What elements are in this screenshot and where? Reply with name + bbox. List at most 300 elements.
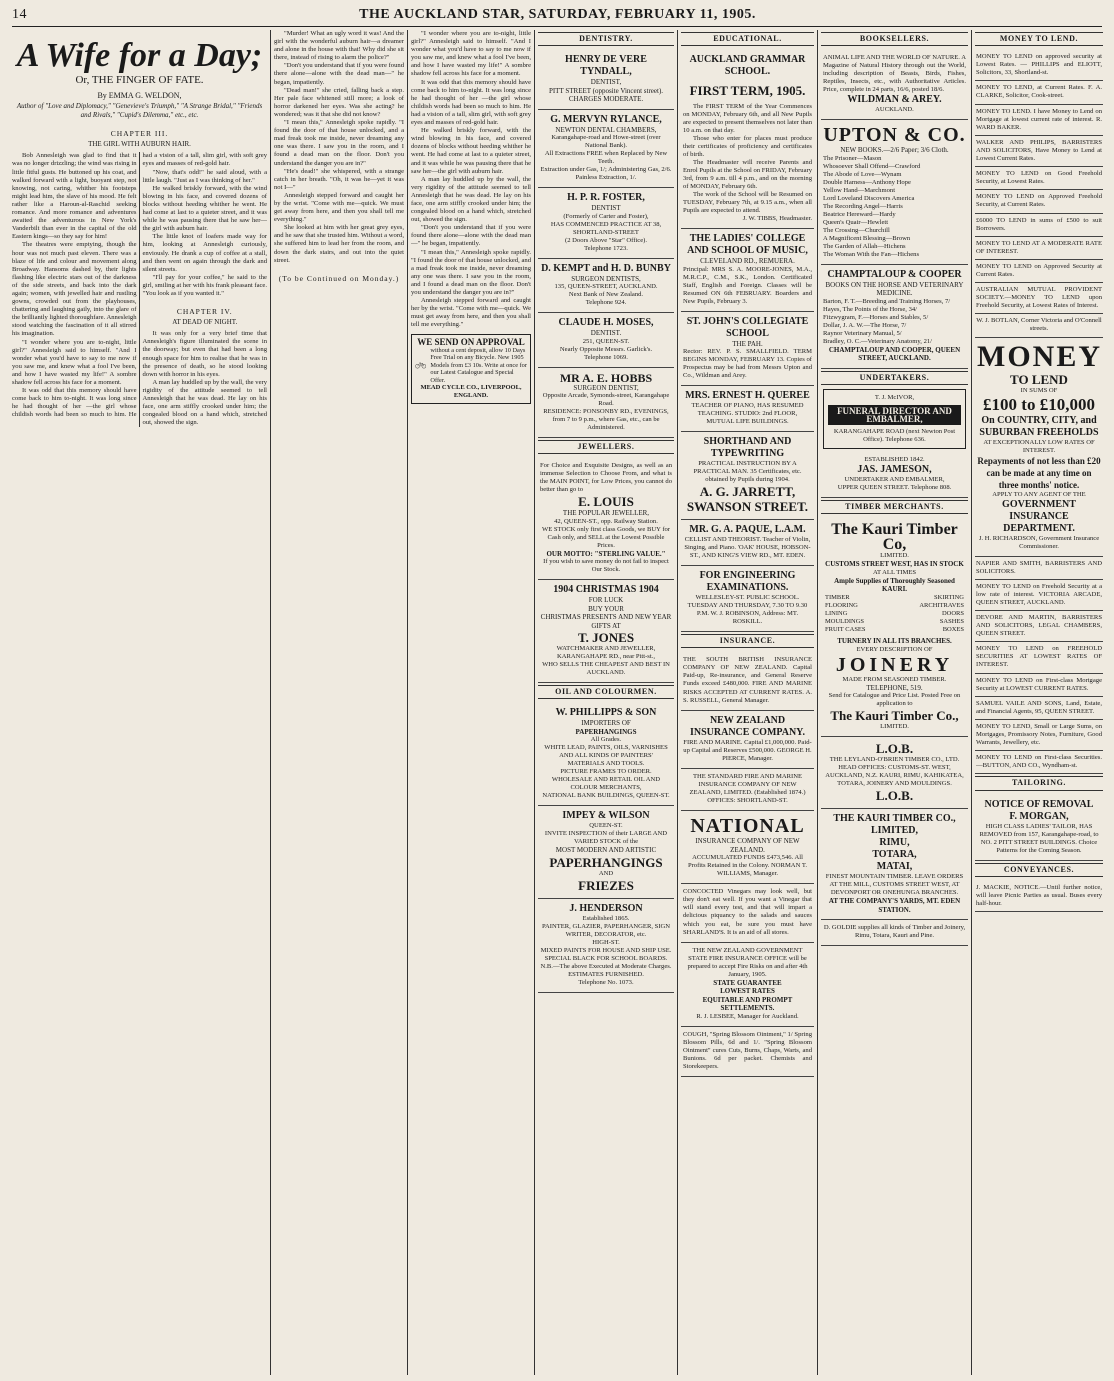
christmas-detail: WATCHMAKER AND JEWELLER,: [556, 645, 656, 653]
st-johns-ad: [681, 312, 814, 387]
christmas-line: FOR LUCK: [588, 596, 624, 605]
ladies-college-sub: CLEVELAND RD., REMUERA.: [700, 257, 795, 266]
money-big-sub: TO LEND: [1010, 371, 1068, 387]
story-column: [12, 30, 267, 1375]
christmas-line: BUY YOUR: [588, 604, 624, 613]
story-paragraph: "Now, that's odd!" he said aloud, with a little laugh. "Just as I was thinking of her.": [142, 168, 267, 184]
bicycle-ad-text: without a cent deposit, allow 10 Days Free Trial on any Bicycle. New 1905 Models from £3 10s. Write at once for our Latest Catalogue and Special Offer.: [430, 346, 527, 384]
educational-heading: EDUCATIONAL.: [681, 32, 814, 46]
dentistry-heading: DENTISTRY.: [538, 32, 674, 46]
upton-ad: [821, 120, 968, 265]
kauri-sub: LIMITED.: [880, 552, 909, 560]
story-paragraph: "Don't you understand that if you were found there alone—alone with the dead man—" he began, impatiently.: [411, 224, 531, 248]
money-amount: £100 to £10,000: [983, 394, 1095, 414]
queree-text: TEACHER OF PIANO, HAS RESUMED TEACHING. STUDIO: 2nd FLOOR, MUTUAL LIFE BUILDINGS.: [691, 402, 804, 426]
booksellers-heading: BOOKSELLERS.: [821, 32, 968, 46]
kauri-name: The Kauri Timber Co,: [831, 521, 958, 554]
impey-ad: [538, 806, 674, 899]
nz-insurance-ad: [681, 711, 814, 769]
story-subtitle: Or, THE FINGER OF FATE.: [75, 74, 204, 86]
money-heading: MONEY TO LEND.: [975, 32, 1103, 46]
dentist-name: MR A. E. HOBBS: [559, 370, 653, 385]
dentist-ad: [538, 368, 674, 439]
story-paragraph: "I'll pay for your coffee," he said to the girl, smiling at her with his frank pleasant face. "You look as if you wanted it.": [142, 273, 267, 297]
table-cell: MOULDINGS: [825, 618, 864, 626]
masthead: [12, 4, 1102, 27]
money-apply: APPLY TO ANY AGENT OF THE: [992, 490, 1086, 498]
loan-ad: MONEY TO LEND. I have Money to Lend on Mortgage at lowest current rate of interest. R. WARD BAKER.: [975, 105, 1103, 136]
dentist-name: CLAUDE H. MOSES,: [558, 317, 654, 329]
dentist-line: Nearly Opposite Messrs. Garlick's.: [559, 345, 653, 353]
kauri-sub-2: LIMITED.: [880, 723, 909, 731]
engineering-title: FOR ENGINEERING EXAMINATIONS.: [699, 570, 796, 594]
bicycle-ad: [411, 334, 531, 404]
story-paragraph: "Dead man!" she cried, falling back a step. Her pale face whitened still more; a look of horror darkened her eyes. Was she acting? he wondered; was it that she did not know?: [274, 86, 404, 118]
story-paragraph: A man lay huddled up by the wall, the very rigidity of the attitude seemed to tell Annesleigh that he was dead. He lay on his face, one arm stiffly crooked under him; the congealed blood on a hand which, stretched out, showed the sign.: [142, 378, 267, 427]
queree-ad: [681, 386, 814, 432]
book-item: Hayes, The Points of the Horse, 34/: [823, 305, 918, 313]
jameson-line: UNDERTAKER AND EMBALMER,: [844, 476, 945, 484]
national-sub: INSURANCE COMPANY OF NEW ZEALAND.: [695, 837, 800, 854]
loan-ad: MONEY TO LEND on approved security at Lowest Rates. — PHILLIPS and ELIOTT, Solicitors, 33, Shortland-st.: [975, 50, 1103, 81]
wildman-place: AUCKLAND.: [875, 106, 914, 114]
nz-insurance-text: FIRE AND MARINE. Capital £1,000,000. Paid-up Capital and Reserves £500,000. GEORGE H. PIERCE, Manager.: [683, 738, 812, 762]
dentist-ad: [538, 188, 674, 259]
loan-ad: NAPIER AND SMITH, BARRISTERS AND SOLICITORS.: [975, 557, 1103, 580]
henderson-line: Telephone No. 1073.: [578, 978, 634, 986]
story-paragraph: It was only for a very brief time that Annesleigh's figure illuminated the scene in the doorway; but even that had been a long enough space for him to realise that he was in the presence of death, so he stood looking down with horror in his eyes.: [142, 330, 267, 378]
govt-fire-line: EQUITABLE AND PROMPT SETTLEMENTS.: [702, 995, 793, 1013]
bicycle-ad-firm: MEAD CYCLE CO., LIVERPOOL, ENGLAND.: [420, 384, 522, 400]
mcivor-line: FUNERAL DIRECTOR AND EMBALMER,: [828, 405, 961, 425]
dentist-line: All Extractions FREE when Replaced by New Teeth.: [544, 150, 668, 166]
national-text: ACCUMULATED FUNDS £473,546. All Profits Retained in the Colony. NORMAN T. WILLIAMS, Manager.: [687, 854, 808, 878]
st-johns-text: Rector: REV. P. S. SMALLFIELD. TERM BEGINS MONDAY, FEBRUARY 13. Copies of Prospectus may be had from Messrs Upton and Co., Wildman and Arey.: [683, 348, 812, 380]
undertakers-heading: UNDERTAKERS.: [821, 371, 968, 385]
jeweller-line: WE STOCK only first class Goods, we BUY for Cash only, and SELL at the Lowest Possible Prices.: [541, 525, 671, 549]
bolton-ad: W. J. BOTLAN, Corner Victoria and O'Connell streets.: [975, 314, 1103, 337]
story-paragraph: "I wonder where you are to-night, little girl?" Annesleigh said to himself. "And I wonder what you'd have to say to me now if you saw me, and knew what a fool I've been, and how I have wasted my life!" A sombre shadow fell across his face for a moment.: [411, 30, 531, 78]
dentist-line: Extraction under Gas, 1/; Administering Gas, 2/6.: [540, 166, 672, 174]
dentist-ad: [538, 110, 674, 189]
story-paragraph: "Don't you understand that if you were found there alone—alone with the dead man—" he began, impatiently.: [274, 62, 404, 86]
dentist-line: SURGEON DENTISTS,: [571, 274, 641, 283]
joinery-post: MADE FROM SEASONED TIMBER.: [842, 675, 947, 683]
lob-title: L.O.B.: [875, 741, 914, 757]
oils-heading: OIL AND COLOURMEN.: [538, 685, 674, 699]
dentist-line: Telephone 924.: [585, 299, 627, 307]
dentist-line: DENTIST,: [590, 78, 622, 87]
book-item: Lord Loveland Discovers America: [823, 194, 915, 202]
henderson-ad: [538, 899, 674, 993]
oils-line: All Grades.: [590, 736, 622, 744]
jeweller-ad: [538, 458, 674, 580]
kauri-rimu-text: FINEST MOUNTAIN TIMBER. LEAVE ORDERS AT THE MILL, CUSTOMS STREET WEST, AT DEVONPORT OR ONEHUNGA BRANCHES.: [825, 873, 964, 897]
jewellers-heading: JEWELLERS.: [538, 440, 674, 454]
story-paragraph: Bob Annesleigh was glad to find that it was no longer drizzling; the wind was rising in little fitful gusts. He buttoned up his coat, and walked forward with a light, buoyant step, not knowing, not caring, whither his footsteps might lead him, the slave of his mood. He felt rather like a Haroun-al-Raschid seeking romance. And more romance and adventures awaited the adventurous in New York's Vanderbilt than ever in the capital of the old Eastern kings—so they say for him!: [12, 152, 137, 241]
henderson-name: J. HENDERSON: [569, 902, 643, 914]
loan-ad: MONEY TO LEND on First-class Securities.—BUTTON, AND CO., Wyndham-st.: [975, 751, 1103, 774]
book-item: The Recording Angel—Harris: [823, 202, 903, 210]
dentist-line: CHARGES MODERATE.: [568, 95, 644, 104]
henderson-line: MIXED PAINTS FOR HOUSE AND SHIP USE.: [540, 946, 672, 954]
oils-name: W. PHILLIPPS & SON: [555, 707, 657, 719]
dentist-name: H. P. R. FOSTER,: [567, 192, 645, 204]
joinery-pre: EVERY DESCRIPTION OF: [856, 645, 933, 653]
table-cell: FRUIT CASES: [825, 626, 866, 634]
ladies-college-text: Principal: MRS S. A. MOORE-JONES, M.A., M.R.C.P., C.M., S.K., London. Certificated Staff, English and Foreign. Classes will be Resumed ON 6th FEBRUARY. Boarders and New Pupils, February 3.: [683, 265, 812, 305]
story-column-continued: [274, 30, 404, 1375]
christmas-years: 1904 CHRISTMAS 1904: [553, 584, 659, 596]
morgan-ad: [975, 795, 1103, 861]
timber-type: TOTARA,: [872, 849, 917, 861]
story-paragraph: He walked briskly forward, with the wind blowing in his face, and covered dozens of blocks without heeding whither he went. He had come at last to a quieter street, and it was while he was pausing there that he saw her—the girl with auburn hair.: [411, 127, 531, 175]
story-paragraph: Annesleigh stepped forward and caught her by the wrist. "Come with me—quick. We must get away from here, and then you shall tell me everything.": [274, 191, 404, 224]
story-paragraph: The little knot of loafers made way for him, looking at Annesleigh curiously, enviously. He drank a cup of coffee at a stall, and then went on again through the dark and silent streets.: [142, 233, 267, 273]
paque-ad: [681, 520, 814, 566]
henderson-line: SPECIAL BLACK FOR SCHOOL BOARDS.: [544, 954, 668, 962]
money-commissioner: J. H. RICHARDSON, Government Insurance Commissioner.: [978, 534, 1100, 550]
dentist-line: SURGEON DENTIST,: [573, 383, 639, 392]
jarrett-name: A. G. JARRETT, SWANSON STREET.: [686, 484, 809, 515]
dentist-name: D. KEMPT and H. D. BUNBY: [541, 262, 671, 274]
animal-life-text: ANIMAL LIFE AND THE WORLD OF NATURE. A Magazine of Natural History through out the World, including description of Beasts, Birds, Fishes, Reptiles, Insects, etc., with Authoritative Articles. Price, complete in 24 parts, 16/6, posted 18/6.: [823, 54, 966, 94]
table-cell: SKIRTING: [934, 593, 964, 601]
timber-type: MATAI,: [876, 861, 913, 873]
story-paragraph: "I mean this," Annesleigh spoke rapidly. "I found the door of that house unlocked, and a mad freak took me inside, never dreaming any one was there. I saw you in the room, and I found a dead man on the floor. Don't you understand the danger you are in?": [411, 248, 531, 296]
dentistry-column: [538, 30, 674, 1375]
kauri-telephone: TELEPHONE, 519.: [866, 683, 923, 692]
jeweller-name: E. LOUIS: [578, 494, 634, 510]
educational-column: [681, 30, 814, 1375]
jeweller-intro: For Choice and Exquisite Designs, as well as an immense Selection to Choose From, and what is the MAIN POINT, for Low Prices, you cannot do better than go to: [540, 462, 672, 494]
dentist-line: Painless Extraction, 1/.: [575, 174, 637, 182]
book-item: The Abode of Love—Wynam: [823, 170, 902, 178]
kauri-stock-table: [823, 594, 966, 634]
mcivor-name: T. J. McIVOR,: [874, 393, 915, 401]
bicycle-icon: [415, 350, 426, 380]
table-cell: ARCHITRAVES: [919, 601, 964, 609]
dentist-line: Karangahape-road and Howe-street (over National Bank).: [551, 134, 661, 150]
chapter-subheading: THE GIRL WITH AUBURN HAIR.: [88, 140, 191, 149]
ladies-college-title: THE LADIES' COLLEGE AND SCHOOL OF MUSIC,: [687, 233, 808, 257]
loan-ad: MONEY TO LEND, at Current Rates. F. A. CLARKE, Solicitor, Cook-street.: [975, 81, 1103, 104]
table-row: [823, 602, 966, 610]
money-sums: IN SUMS OF: [1020, 386, 1058, 394]
upton-name: UPTON & CO.: [823, 124, 966, 147]
story-column-end: [411, 30, 531, 1375]
book-item: The Crossing—Churchill: [823, 226, 890, 234]
money-where: On COUNTRY, CITY, and SUBURBAN FREEHOLDS: [979, 414, 1099, 438]
grammar-school-ad: [681, 50, 814, 229]
impey-address: QUEEN-ST.: [589, 822, 623, 830]
kauri-rimu-yards: AT THE COMPANY'S YARDS, MT. EDEN STATION.: [828, 897, 961, 914]
jameson-ad: [821, 452, 968, 498]
ladies-college-ad: [681, 229, 814, 312]
grammar-school-sign: J. W. TIBBS, Headmaster.: [742, 215, 812, 223]
chapter-heading: CHAPTER III.: [110, 129, 169, 139]
grammar-school-text: The Headmaster will receive Parents and Enrol Pupils at the School on FRIDAY, February 3rd, from 9 a.m. till 4 p.m., and on the morning of MONDAY, February 6th.: [683, 159, 812, 191]
story-paragraph: Annesleigh stepped forward and caught her by the wrist. "Come with me—quick. We must get away from here, and then you shall tell me everything.": [411, 297, 531, 329]
kauri-name-2: The Kauri Timber Co.,: [830, 708, 959, 724]
mcivor-ad: [823, 389, 966, 449]
story-paragraph: "Murder! What an ugly word it was! And the girl with the wonderful auburn hair—a dreamer and alone in the house with that! Why did she sit there, instead of rising to alarm the police?": [274, 30, 404, 62]
upton-intro: NEW BOOKS.—2/6 Paper; 3/6 Cloth.: [840, 146, 949, 155]
book-item: The Woman With the Fan—Hichens: [823, 250, 920, 258]
grammar-school-text: The FIRST TERM of the Year Commences on MONDAY, February 6th, and all New Pupils are expected to present themselves not later than 10 a.m. on that day.: [683, 103, 812, 135]
govt-fire-line: LOWEST RATES: [720, 987, 775, 996]
story-author: By EMMA G. WELDON,: [97, 91, 182, 101]
book-item: Double Harness—Anthony Hope: [823, 178, 911, 186]
kauri-line: Ample Supplies of Thoroughly Seasoned KAURI.: [834, 576, 955, 594]
dentist-line: HAS COMMENCED PRACTICE AT 38, SHORTLAND-STREET: [550, 220, 662, 236]
dentist-line: Telephone 1723.: [584, 244, 628, 252]
paque-title: MR. G. A. PAQUE, L.A.M.: [689, 524, 806, 536]
govt-fire-manager: R. J. LESBEE, Manager for Auckland.: [696, 1012, 799, 1020]
loan-ad: DEVORE AND MARTIN, BARRISTERS AND SOLICITORS, LEGAL CHAMBERS, QUEEN STREET.: [975, 611, 1103, 642]
henderson-line: Established 1865.: [582, 914, 630, 922]
book-item: Beatrice Hereward—Hardy: [823, 210, 896, 218]
lob-text: THE LEYLAND-O'BRIEN TIMBER CO., LTD. HEAD OFFICES: CUSTOMS-ST. WEST, AUCKLAND, N.Z. KAURI, RIMU, KAHIKATEA, TOTARA, JOINERY AND MOULDINGS.: [825, 756, 964, 788]
story-paragraph: "I mean this," Annesleigh spoke rapidly. "I found the door of that house unlocked, and a mad freak took me inside, never dreaming any one was there. I saw you in the room, and I found a dead man on the floor. Don't you understand the danger you are in?": [274, 119, 404, 167]
loan-ad: AUSTRALIAN MUTUAL PROVIDENT SOCIETY.—MONEY TO LEND upon Freehold Security, at Lowest Rates of Interest.: [975, 283, 1103, 314]
oils-ad: [538, 703, 674, 806]
tailoring-heading: TAILORING.: [975, 776, 1103, 790]
dentist-line: Opposite Arcade, Symonds-street, Karangahape Road.: [542, 392, 670, 408]
christmas-ad: [538, 580, 674, 683]
dentist-ad: [538, 313, 674, 368]
conveyances-heading: CONVEYANCES.: [975, 863, 1103, 877]
goldie-ad: D. GOLDIE supplies all kinds of Timber and Joinery, Rimu, Totara, Kauri and Pine.: [821, 920, 968, 946]
champtaloup-address: CHAMPTALOUP AND COOPER, QUEEN STREET, AUCKLAND.: [828, 345, 961, 363]
money-rates: AT EXCEPTIONALLY LOW RATES OF INTEREST.: [983, 438, 1095, 454]
loan-ad: £6000 TO LEND in sums of £500 to suit Borrowers.: [975, 214, 1103, 237]
table-row: [823, 618, 966, 626]
book-item: Queen's Quair—Hewlett: [823, 218, 889, 226]
mcivor-line: KARANGAHAPE ROAD (next Newton Post Office). Telephone 636.: [833, 427, 956, 444]
champtaloup-ad: [821, 265, 968, 369]
joinery-title: JOINERY: [835, 653, 954, 676]
dentist-line: (Formerly of Carter and Foster),: [563, 212, 649, 220]
govt-fire-line: STATE GUARANTEE: [713, 978, 782, 987]
dentist-line: RESIDENCE: PONSONBY RD., EVENINGS, from 7 to 9 p.m., where Gas, etc., can be Administered.: [543, 408, 669, 432]
loan-ad: MONEY TO LEND AT A MODERATE RATE OF INTEREST.: [975, 237, 1103, 260]
table-cell: BOXES: [942, 626, 964, 634]
money-big-title: MONEY: [977, 339, 1102, 373]
henderson-line: PAINTER, GLAZIER, PAPERHANGER, SIGN WRITER, DECORATOR, etc.: [541, 922, 671, 938]
bicycle-ad-heading: WE SEND ON APPROVAL: [417, 337, 525, 348]
impey-name: IMPEY & WILSON: [562, 810, 650, 822]
book-item: Raynor Veterinary Manual, 5/: [823, 329, 902, 337]
chapter-heading: CHAPTER IV.: [176, 307, 233, 317]
conveyance-ad: J. MACKIE, NOTICE.—Until further notice, will leave Picnic Parties as usual. Buses every half-hour.: [975, 881, 1103, 912]
henderson-line: HIGH-ST.: [592, 938, 620, 946]
oils-line: WHOLESALE AND RETAIL OIL AND COLOUR MERCHANTS,: [551, 776, 661, 792]
timber-type: RIMU,: [879, 837, 910, 849]
book-item: Dollar, J. A. W.—The Horse, 7/: [823, 321, 907, 329]
national-title: NATIONAL: [690, 815, 805, 838]
loan-ad: SAMUEL VAILE AND SONS, Land, Estate, and Financial Agents, 95, QUEEN STREET.: [975, 697, 1103, 720]
engineering-ad: [681, 566, 814, 632]
dentist-name: G. MERVYN RYLANCE,: [550, 113, 662, 125]
kauri-rimu-ad: [821, 809, 968, 920]
govt-fire-ad: [681, 943, 814, 1027]
christmas-name: T. JONES: [577, 630, 635, 646]
book-item: The Garden of Allah—Hichens: [823, 242, 906, 250]
morgan-text: HIGH CLASS LADIES' TAILOR, HAS REMOVED from 157, Karangahape-road, to NO. 2 PITT STREET BUILDINGS. Choice Patterns for the Coming Season.: [979, 822, 1099, 854]
oils-line: IMPORTERS OF: [581, 719, 631, 728]
removal-title: NOTICE OF REMOVAL: [984, 798, 1094, 810]
shorthand-title: SHORTHAND AND TYPEWRITING: [703, 436, 792, 460]
oils-line: WHITE LEAD, PAINTS, OILS, VARNISHES AND ALL KINDS OF PAINTERS' MATERIALS AND TOOLS.: [544, 744, 668, 768]
kauri-line: AT ALL TIMES: [872, 568, 917, 576]
loan-ad: WALKER AND PHILIPS, BARRISTERS AND SOLICITORS, Have Money to Lend at Lowest Current Rates.: [975, 136, 1103, 167]
vinegar-ad: CONCOCTED Vinegars may look well, but they don't eat well. If you want a Vinegar that will stand every test, and that will impart a delicious piquancy to the salads and sauces which you eat, be sure you must have SHARLAND'S. It is an aid of all stores.: [681, 884, 814, 943]
jeweller-line: 42, QUEEN-ST., opp. Railway Station.: [554, 517, 658, 525]
jameson-name: JAS. JAMESON,: [857, 464, 932, 476]
page-number: 14: [12, 7, 27, 22]
story-paragraph: She looked at him with her great grey eyes, and he saw that she trusted him. Without a word, she suffered him to lead her from the room, and down the dark stairs, and out into the quiet street.: [274, 224, 404, 264]
story-paragraph: It was odd that this memory should have come back to him to-night. It was long since he had thought of her —the girl whose childish words had been so much to him. He had a vision of a tall, slim girl, with soft grey eyes and masses of red-gold hair.: [411, 78, 531, 127]
christmas-detail: WHO SELLS THE CHEAPEST AND BEST IN AUCKLAND.: [542, 661, 670, 677]
champtaloup-name: CHAMPTALOUP & COOPER: [827, 268, 962, 280]
turnery-line: TURNERY IN ALL ITS BRANCHES.: [837, 637, 952, 646]
jameson-line: UPPER QUEEN STREET. Telephone 808.: [837, 484, 952, 492]
lob-ad: [821, 737, 968, 809]
grammar-school-term: FIRST TERM, 1905.: [689, 83, 806, 99]
story-paragraph: "I wonder where you are to-night, little girl?" Annesleigh said to himself. "And I wonder what you'd have to say to me now if you saw me, and knew what a fool I've been, and how I have wasted my life!" A sombre shadow fell across his face for a moment.: [12, 338, 137, 386]
dentist-ad: [538, 50, 674, 110]
story-continued: (To be Continued on Monday.): [278, 273, 400, 283]
table-cell: LINING: [825, 609, 848, 617]
impey-line: INVITE INSPECTION of their LARGE AND VARIED STOCK of the: [544, 830, 668, 846]
queree-title: MRS. ERNEST H. QUEREE: [685, 390, 810, 402]
christmas-line: CHRISTMAS PRESENTS AND NEW YEAR GIFTS AT: [540, 613, 672, 630]
story-title: A Wife for a Day;: [16, 37, 263, 74]
jeweller-line: If you wish to save money do not fail to inspect Our Stock.: [543, 558, 669, 574]
loan-ad: MONEY TO LEND on Freehold Security at a low rate of interest. VICTORIA ARCADE, QUEEN STREET, AUCKLAND.: [975, 580, 1103, 611]
henderson-line: ESTIMATES FURNISHED.: [568, 970, 644, 978]
shorthand-text: PRACTICAL INSTRUCTION BY A PRACTICAL MAN. 35 Certificates, etc. obtained by Pupils during 1904.: [693, 460, 802, 484]
south-british-ad: THE SOUTH BRITISH INSURANCE COMPANY OF NEW ZEALAND. Capital Paid-up, Re-insurance, and General Reserve Funds exceed £480,000. FIRE AND MARINE RISKS ACCEPTED AT CURRENT RATES. A. S. RUSSELL, General Manager.: [681, 652, 814, 711]
loan-ad: MONEY TO LEND, Small or Large Sums, on Mortgages, Promissory Notes, Furniture, Good Warrants, Jewellery, etc.: [975, 720, 1103, 751]
cough-ad: COUGH, "Spring Blossom Ointment," 1/ Spring Blossom Pills, 6d and 1/. "Spring Blossom Ointment" cures Cuts, Burns, Chaps, Warts, and Bunions. 6d per packet. Chemists and Storekeepers.: [681, 1027, 814, 1077]
book-item: Barton, F. T.—Breeding and Training Horses, 7/: [823, 297, 951, 305]
oils-line: PICTURE FRAMES TO ORDER.: [560, 768, 652, 776]
table-row: [823, 594, 966, 602]
timber-heading: TIMBER MERCHANTS.: [821, 500, 968, 514]
paque-text: CELLIST AND THEORIST. Teacher of Violin, Singing, and Piano. 'OAK' HOUSE, HOBSON-ST., AND KING'S VIEW RD., MT. EDEN.: [684, 536, 811, 560]
chapter-subheading: AT DEAD OF NIGHT.: [172, 318, 238, 327]
champtaloup-heading: BOOKS ON THE HORSE AND VETERINARY MEDICINE.: [825, 280, 964, 298]
govt-fire-text: THE NEW ZEALAND GOVERNMENT STATE FIRE INSURANCE OFFICE will be prepared to accept Fire Risks on and after 4th January, 1905.: [687, 946, 808, 978]
money-column: [975, 30, 1103, 1375]
dentist-line: Telephone 1069.: [584, 353, 628, 361]
book-item: A Magnificent Blessing—Brown: [823, 234, 911, 242]
dentist-line: 251, QUEEN-ST.: [582, 337, 630, 345]
story-body: [12, 152, 267, 427]
nz-insurance-title: NEW ZEALAND INSURANCE COMPANY.: [689, 714, 805, 738]
dentist-name: HENRY DE VERE TYNDALL,: [565, 54, 647, 78]
dentist-line: 135, QUEEN-STREET, AUCKLAND.: [554, 283, 658, 291]
st-johns-sub: THE PAH.: [732, 339, 763, 348]
christmas-detail: KARANGAHAPE RD., near Pitt-st.,: [557, 653, 655, 661]
loan-ad: MONEY TO LEND on Approved Security at Current Rates.: [975, 260, 1103, 283]
loan-ad: MONEY TO LEND on Good Freehold Security, at Lowest Rates.: [975, 167, 1103, 190]
story-paragraph: A man lay huddled up by the wall, the very rigidity of the attitude seemed to tell Annesleigh that he was dead. He lay on his face, one arm stiffly crooked under him; the congealed blood on a hand which, stretched out, showed the sign.: [411, 175, 531, 224]
wildman-name: WILDMAN & AREY.: [847, 94, 942, 106]
dentist-line: DENTIST: [591, 204, 621, 213]
book-item: Whosoever Shall Offend—Crawford: [823, 162, 921, 170]
oils-line: PAPERHANGINGS: [575, 727, 637, 736]
story-paragraph: He walked briskly forward, with the wind blowing in his face, and covered dozens of blocks without heeding whither he went. He had come at last to a quieter street, and it was while he was pausing there that he saw her—the girl with auburn hair.: [142, 184, 267, 233]
book-item: Yellow Hand—Marchmont: [823, 186, 896, 194]
loan-ad: MONEY TO LEND on FREEHOLD SECURITIES AT LOWEST RATES OF INTEREST.: [975, 642, 1103, 673]
story-paragraph: The theatres were emptying, though the hour was not much past eleven. There was a blaze of life and colour and movement along Broadway. Hansoms dashed by, their lights flashing like electric stars out of the darkness of the side streets, and back into the dark again; women, with jewelled hair and rustling gowns, crowded out from the playhouses, chattering and laughing gaily, into the glare of the brilliantly lighted thoroughfare. Annesleigh stood watching the fascination of it all stirred his imagination.: [12, 241, 137, 338]
grammar-school-title: AUCKLAND GRAMMAR SCHOOL.: [689, 54, 806, 78]
story-paragraph: It was odd that this memory should have come back to him to-night. It was long since he had thought of her —the girl whose childish words had been so much to him. He had a vision of a tall, slim girl, with soft grey eyes and masses of red-gold hair.: [12, 152, 267, 419]
dentist-ad: [538, 259, 674, 314]
morgan-name: F. MORGAN,: [1009, 810, 1069, 822]
table-cell: DOORS: [941, 609, 964, 617]
table-cell: FLOORING: [825, 601, 858, 609]
book-item: Bradley, O. C.—Veterinary Anatomy, 21/: [823, 337, 933, 345]
impey-line: MOST MODERN AND ARTISTIC: [555, 846, 657, 855]
national-ad: [681, 811, 814, 884]
impey-line: AND: [598, 869, 614, 877]
loan-ad: MONEY TO LEND on Approved Freehold Security, at Current Rates.: [975, 190, 1103, 213]
dentist-line: DENTIST.: [590, 329, 622, 338]
table-cell: SASHES: [939, 618, 964, 626]
jeweller-line: THE POPULAR JEWELLER,: [562, 509, 650, 518]
govt-money-ad: [975, 338, 1103, 557]
dentist-line: NEWTON DENTAL CHAMBERS,: [555, 125, 657, 134]
table-row: [823, 626, 966, 634]
grammar-school-text: The work of the School will be Resumed on TUESDAY, February 7th, at 9.15 a.m., when all Pupils are expected to attend.: [683, 191, 812, 215]
loan-ad: MONEY TO LEND on First-class Mortgage Security at LOWEST CURRENT RATES.: [975, 674, 1103, 697]
table-cell: TIMBER: [825, 593, 850, 601]
dentist-line: (2 Doors Above "Star" Office).: [565, 236, 647, 244]
insurance-heading: INSURANCE.: [681, 634, 814, 648]
money-repay: Repayments of not less than £20 can be made at any time on three months' notice.: [977, 455, 1101, 490]
kauri-catalogue: Send for Catalogue and Price List. Posted Free on application to: [828, 692, 961, 708]
kauri-timber-ad: [821, 518, 968, 737]
jameson-established: ESTABLISHED 1842.: [864, 456, 925, 464]
lob-title-2: L.O.B.: [875, 788, 914, 804]
grammar-school-text: Those who enter for places must produce their certificates of proficiency and certificates of birth.: [683, 135, 812, 159]
booksellers-column: [821, 30, 968, 1375]
henderson-line: N.B.—The above Executed at Moderate Charges.: [540, 962, 672, 970]
book-item: The Prisoner—Mason: [823, 154, 882, 162]
dentist-line: PITT STREET (opposite Vincent street).: [548, 86, 664, 95]
story-credits: Author of "Love and Diplomacy," "Genevieve's Triumph," "A Strange Bridal," "Friends and Rivals," "Cupid's Dilemma," etc., etc.: [16, 102, 263, 120]
kauri-line: CUSTOMS STREET WEST, HAS IN STOCK: [825, 560, 964, 569]
table-row: [823, 610, 966, 618]
engineering-text: WELLESLEY-ST. PUBLIC SCHOOL. TUESDAY AND THURSDAY, 7.30 TO 9.30 P.M. W. J. ROBINSON, Address: MT. ROSKILL.: [687, 594, 808, 626]
oils-line: NATIONAL BANK BUILDINGS, QUEEN-ST.: [542, 792, 670, 800]
impey-line: FRIEZES: [578, 877, 634, 893]
impey-line: PAPERHANGINGS: [549, 854, 663, 870]
st-johns-title: ST. JOHN'S COLLEGIATE SCHOOL: [686, 315, 809, 339]
shorthand-ad: [681, 432, 814, 520]
jeweller-line: OUR MOTTO: "STERLING VALUE.": [546, 549, 666, 558]
newspaper-title: THE AUCKLAND STAR, SATURDAY, FEBRUARY 11, 1905.: [359, 7, 756, 22]
kauri-rimu-title: THE KAURI TIMBER CO., LIMITED,: [833, 813, 956, 837]
dentist-line: Next Bank of New Zealand.: [568, 291, 644, 299]
book-item: Fitzwygram, F.—Horses and Stables, 5/: [823, 313, 929, 321]
animal-life-ad: [821, 50, 968, 120]
standard-ad: THE STANDARD FIRE AND MARINE INSURANCE COMPANY OF NEW ZEALAND, LIMITED. (Established 1874.) OFFICES: SHORTLAND-ST.: [681, 769, 814, 811]
